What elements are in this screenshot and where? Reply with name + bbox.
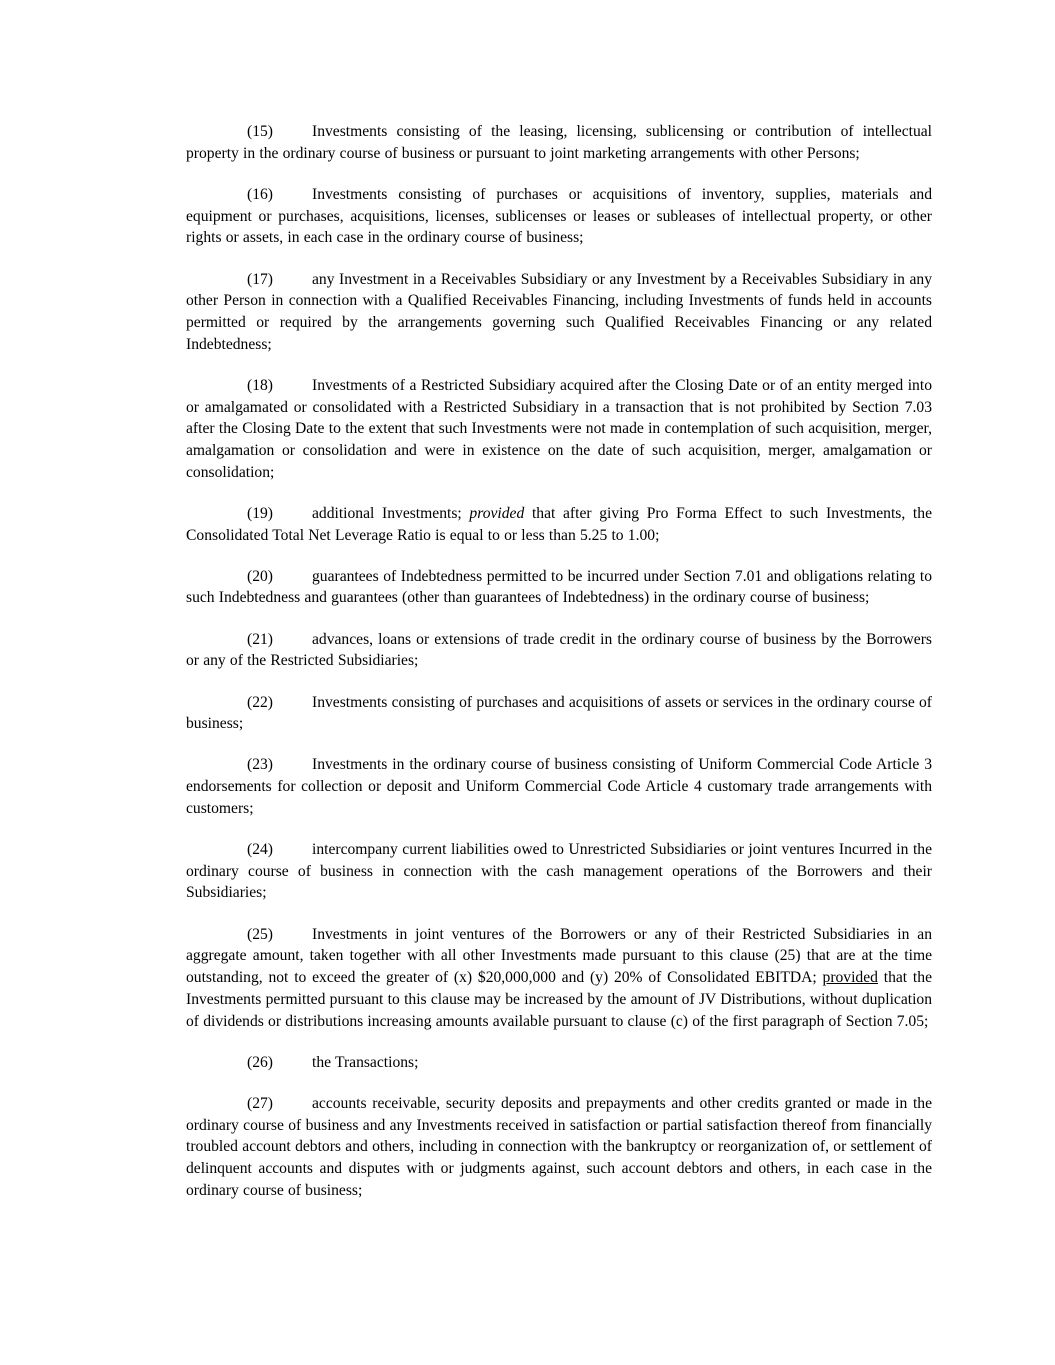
text-segment: Investments consisting of purchases and acquisitions of assets or services in the ordinary course of business;	[186, 693, 932, 733]
paragraph	[186, 121, 932, 164]
paragraph	[186, 924, 932, 1033]
paragraph	[186, 503, 932, 546]
paragraph-number: (25)	[247, 925, 273, 943]
text-segment: Investments consisting of the leasing, licensing, sublicensing or contribution of intellectual property in the ordinary course of business or pursuant to joint marketing arrangements with other Persons;	[186, 123, 932, 162]
text-segment: guarantees of Indebtedness permitted to be incurred under Section 7.01 and obligations relating to such Indebtedness and guarantees (other than guarantees of Indebtedness) in the ordinary course of business;	[186, 567, 932, 607]
text-segment: the Transactions;	[312, 1053, 419, 1071]
text-segment: that after giving Pro Forma Effect to such Investments, the Consolidated Total Net Leverage Ratio is equal to or less than 5.25 to 1.00;	[186, 504, 932, 544]
paragraph	[186, 1093, 932, 1202]
paragraph	[186, 1052, 932, 1074]
paragraph-number: (15)	[247, 123, 273, 140]
text-segment: intercompany current liabilities owed to Unrestricted Subsidiaries or joint ventures Incurred in the ordinary course of business in connection with the cash management operations of the Borrowers and their Subsidiaries;	[186, 841, 932, 902]
paragraph-number: (22)	[247, 693, 273, 711]
paragraph-number: (26)	[247, 1053, 273, 1071]
paragraph	[186, 269, 932, 356]
paragraph-number: (16)	[247, 185, 273, 203]
paragraph	[186, 839, 932, 904]
text-segment: provided	[822, 969, 878, 987]
text-segment: that the Investments permitted pursuant to this clause may be increased by the amount of JV Distributions, without duplication of dividends or distributions increasing amounts available pursuant to clause (c) of the first paragraph of Section 7.05;	[186, 969, 932, 1030]
paragraph-number: (21)	[247, 630, 273, 648]
paragraph-text	[312, 1054, 418, 1071]
paragraph-number: (20)	[247, 567, 273, 585]
document-body	[186, 121, 932, 1221]
text-segment: advances, loans or extensions of trade credit in the ordinary course of business by the Borrowers or any of the Restricted Subsidiaries;	[186, 630, 932, 670]
paragraph-number: (19)	[247, 504, 273, 522]
text-segment: Investments consisting of purchases or acquisitions of inventory, supplies, materials and equipment or purchases, acquisitions, licenses, sublicenses or leases or subleases of intellectual property, or other rights or assets, in each case in the ordinary course of business;	[186, 185, 932, 247]
text-segment: Investments of a Restricted Subsidiary acquired after the Closing Date or of an entity merged into or amalgamated or consolidated with a Restricted Subsidiary in a transaction that is not prohibited by Section 7.03 after the Closing Date to the extent that such Investments were not made in contemplation of such acquisition, merger, amalgamation or consolidation and were in existence on the date of such acquisition, merger, amalgamation or consolidation;	[186, 376, 932, 481]
paragraph	[186, 754, 932, 819]
text-segment: Investments in the ordinary course of business consisting of Uniform Commercial Code Article 3 endorsements for collection or deposit and Uniform Commercial Code Article 4 customary trade arrangements with customers;	[186, 756, 932, 817]
paragraph-number: (27)	[247, 1094, 273, 1112]
paragraph-number: (17)	[247, 270, 273, 288]
paragraph-number: (24)	[247, 841, 273, 859]
paragraph	[186, 629, 932, 672]
paragraph	[186, 566, 932, 609]
paragraph-number: (18)	[247, 376, 273, 394]
text-segment: any Investment in a Receivables Subsidiary or any Investment by a Receivables Subsidiary in any other Person in connection with a Qualified Receivables Financing, including Investments of funds held in accounts permitted or required by the arrangements governing such Qualified Receivables Financing or any related Indebtedness;	[186, 270, 932, 353]
paragraph	[186, 375, 932, 484]
text-segment: accounts receivable, security deposits and prepayments and other credits granted or made in the ordinary course of business and any Investments received in satisfaction or partial satisfaction thereof from financially troubled account debtors and others, including in connection with the bankruptcy or reorganization of, or settlement of delinquent accounts and disputes with or judgments against, such account debtors and others, in each case in the ordinary course of business;	[186, 1094, 932, 1199]
paragraph	[186, 692, 932, 735]
text-segment: Investments in joint ventures of the Borrowers or any of their Restricted Subsidiaries in an aggregate amount, taken together with all other Investments made pursuant to this clause (25) that are at the time outstanding, not to exceed the greater of (x) $20,000,000 and (y) 20% of Consolidated EBITDA;	[186, 925, 932, 987]
text-segment: additional Investments;	[312, 504, 470, 522]
paragraph	[186, 184, 932, 249]
text-segment: provided	[469, 504, 525, 522]
paragraph-number: (23)	[247, 756, 273, 774]
